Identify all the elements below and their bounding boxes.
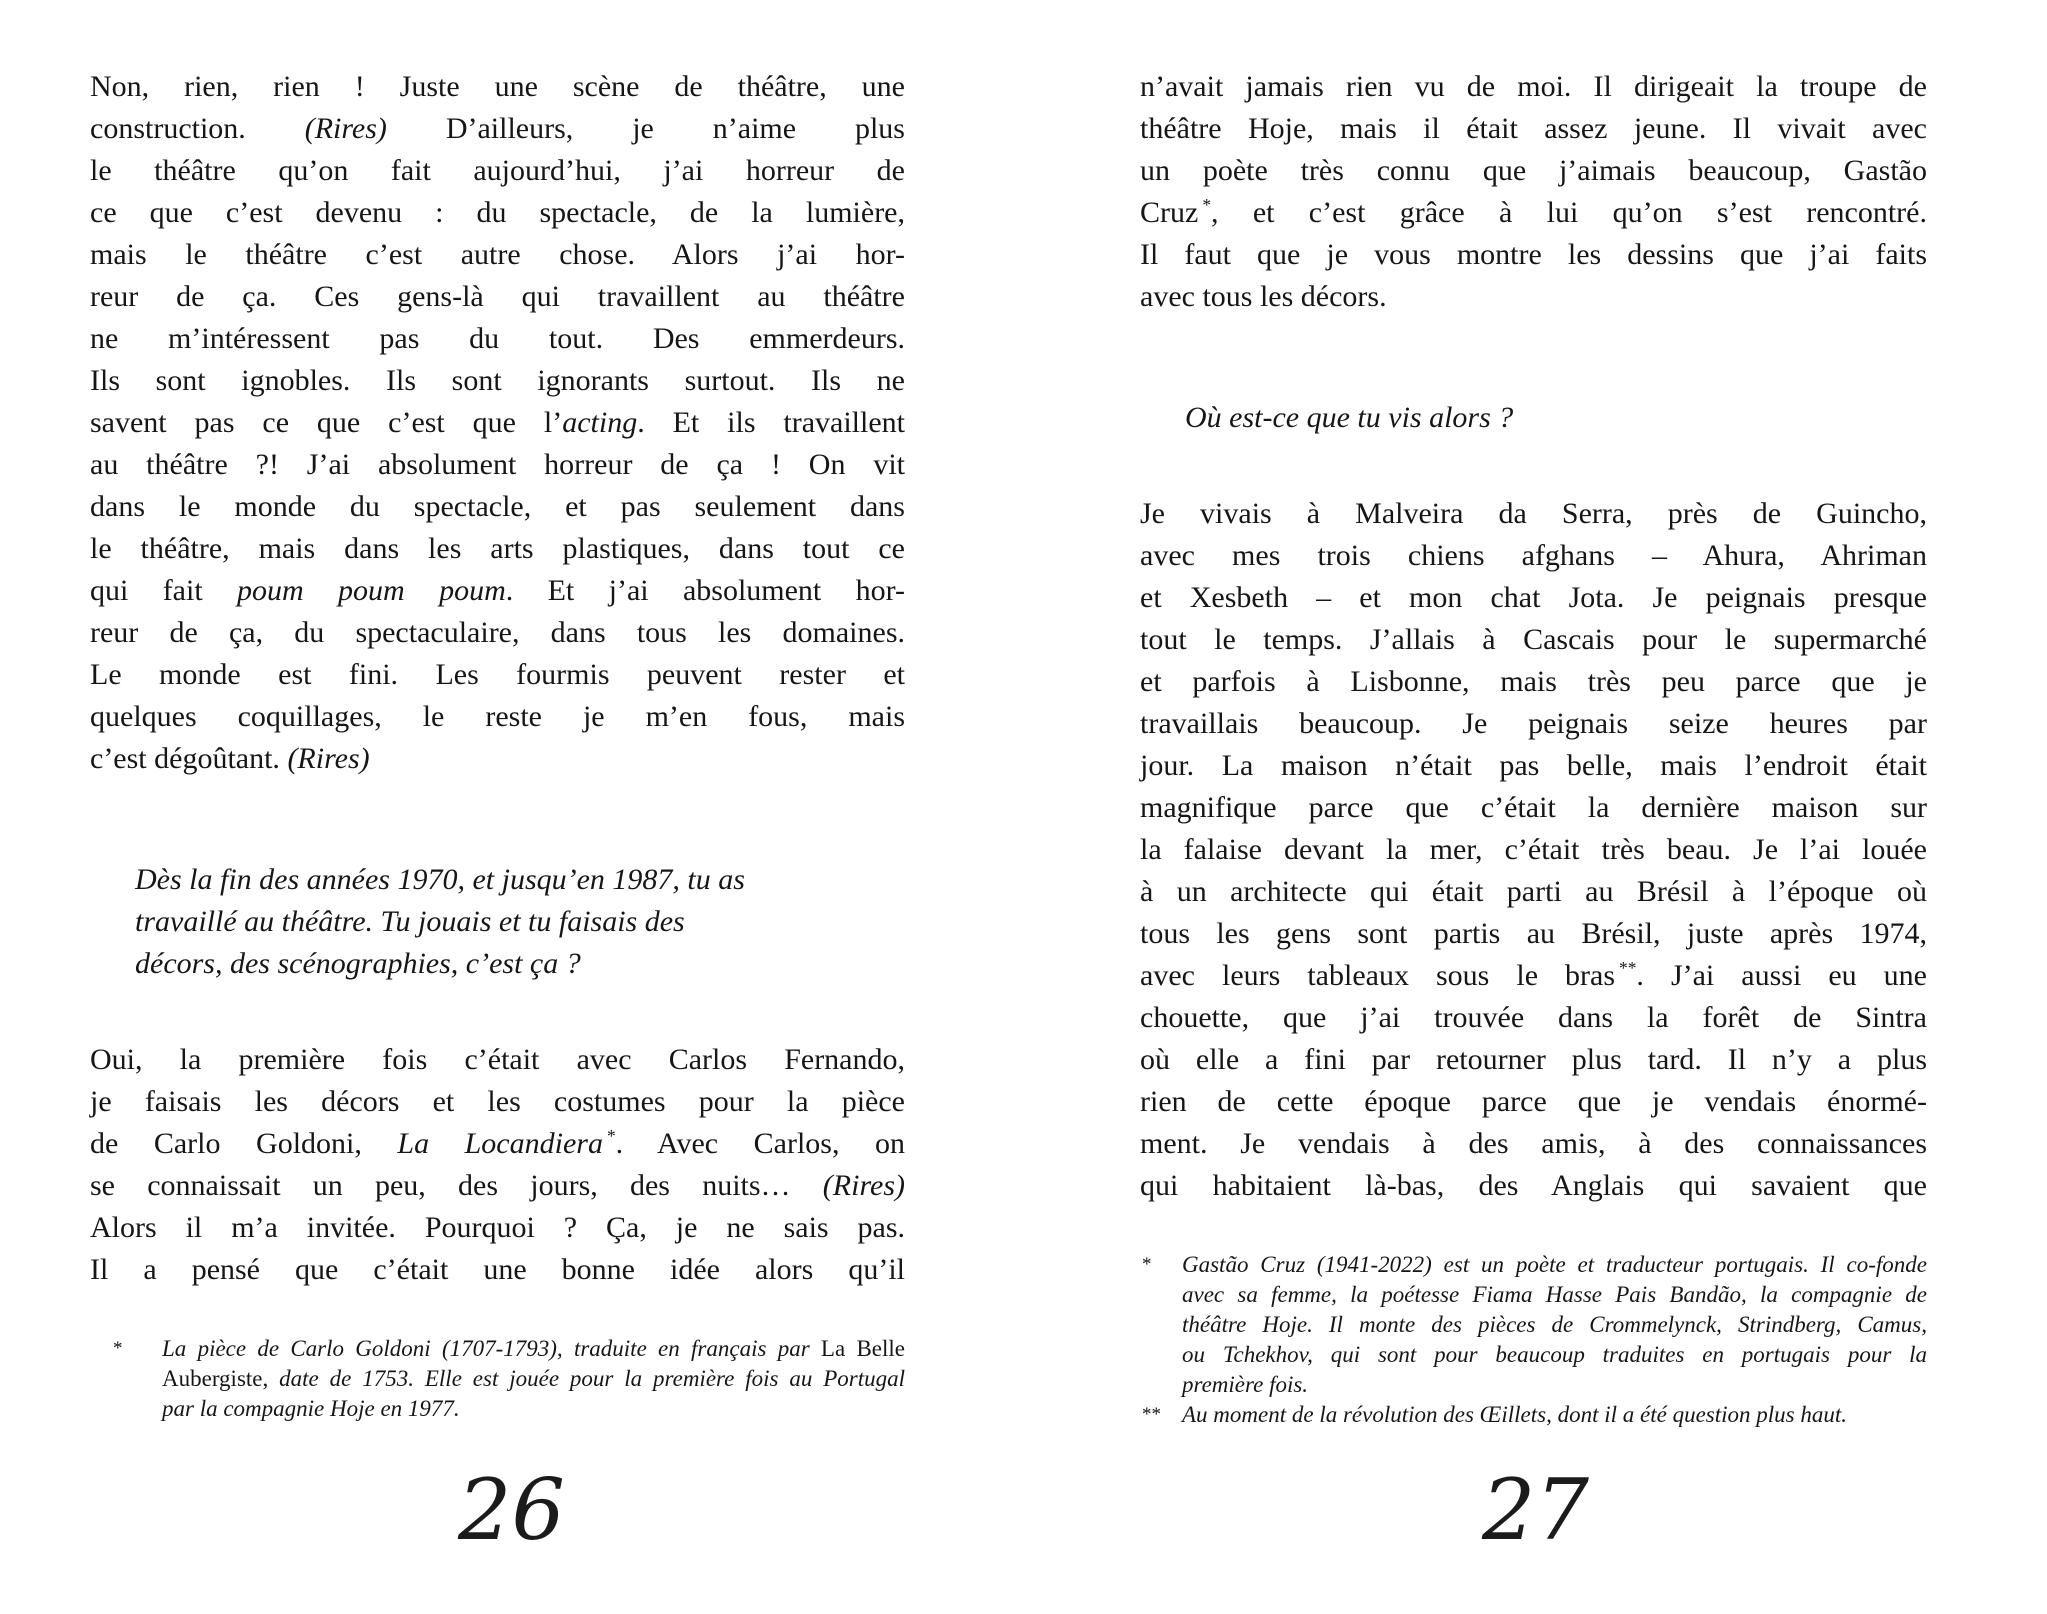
text-line: travaillais beaucoup. Je peignais seize heures par [1140,707,1927,740]
text-line: au théâtre ?! J’ai absolument horreur de ça ! On vit [90,448,905,481]
text-line: ne m’intéressent pas du tout. Des emmerdeurs. [90,322,905,355]
footnote-line: par la compagnie Hoje en 1977. [162,1396,460,1421]
text-line: de Carlo Goldoni, La Locandiera *. Avec Carlos, on [90,1126,905,1160]
text-line: où elle a fini par retourner plus tard. Il n’y a plus [1140,1043,1927,1076]
footnote-text [1182,1400,1927,1430]
text-line: travaillé au théâtre. Tu jouais et tu faisais des [135,905,685,938]
interview-answer [90,1039,905,1291]
text-line: je faisais les décors et les costumes pour la pièce [90,1085,905,1118]
footnote-line: avec sa femme, la poétesse Fiama Hasse Pais Bandão, la compagnie de [1182,1282,1927,1307]
text-line: mais le théâtre c’est autre chose. Alors j’ai hor- [90,238,905,271]
page-right [1024,0,2047,1614]
text-line: avec mes trois chiens afghans – Ahura, Ahriman [1140,539,1927,572]
text-line: reur de ça, du spectaculaire, dans tous les domaines. [90,616,905,649]
text-column [90,66,905,1424]
text-line: dans le monde du spectacle, et pas seulement dans [90,490,905,523]
text-line: qui fait poum poum poum. Et j’ai absolument hor- [90,574,906,607]
footnotes [1140,1250,1927,1430]
text-line: et parfois à Lisbonne, mais très peu parce que je [1140,665,1927,698]
text-line: n’avait jamais rien vu de moi. Il dirigeait la troupe de [1140,70,1927,103]
text-line: décors, des scénographies, c’est ça ? [135,947,581,980]
text-line: Il a pensé que c’était une bonne idée alors qu’il [90,1253,905,1286]
text-line: construction. (Rires) D’ailleurs, je n’aime plus [90,112,905,145]
text-line: quelques coquillages, le reste je m’en fous, mais [90,700,905,733]
interview-question [135,859,905,985]
footnote-reference: * [1202,195,1212,215]
text-line: ce que c’est devenu : du spectacle, de la lumière, [90,196,905,229]
text-line: à un architecte qui était parti au Brésil à l’époque où [1140,875,1927,908]
page-number: 27 [1482,1461,1589,1559]
footnote-marker: * [1142,1254,1152,1275]
footnote-reference: ** [1619,958,1637,978]
text-line: Il faut que je vous montre les dessins que j’ai faits [1140,238,1927,271]
text-line: avec leurs tableaux sous le bras **. J’ai aussi eu une [1140,958,1928,992]
text-line: théâtre Hoje, mais il était assez jeune. Il vivait avec [1140,112,1927,145]
text-line: c’est dégoûtant. (Rires) [90,742,370,775]
footnote [1140,1250,1927,1400]
footnote-marker: * [113,1338,123,1359]
text-line: se connaissait un peu, des jours, des nuits… (Rires) [90,1169,905,1202]
page-left [0,0,1023,1614]
text-line: le théâtre, mais dans les arts plastiques, dans tout ce [90,532,905,565]
text-line: chouette, que j’ai trouvée dans la forêt de Sintra [1140,1001,1927,1034]
footnote-text [1182,1250,1927,1400]
interview-answer [1140,493,1927,1207]
footnote-line: La pièce de Carlo Goldoni (1707-1793), traduite en français par La Belle [162,1336,905,1361]
footnote-line: première fois. [1182,1372,1309,1397]
text-line: la falaise devant la mer, c’était très beau. Je l’ai louée [1140,833,1927,866]
text-line: savent pas ce que c’est que l’acting. Et ils travaillent [90,406,905,439]
text-line: jour. La maison n’était pas belle, mais l’endroit était [1140,749,1927,782]
footnote-reference: * [606,1126,616,1146]
text-line: un poète très connu que j’aimais beaucoup, Gastão [1140,154,1927,187]
text-line: tous les gens sont partis au Brésil, juste après 1974, [1140,917,1927,950]
text-line: reur de ça. Ces gens-là qui travaillent au théâtre [90,280,905,313]
interview-question [1185,397,1927,439]
text-line: Je vivais à Malveira da Serra, près de Guincho, [1140,497,1927,530]
footnote-text [162,1334,905,1424]
text-line: ment. Je vendais à des amis, à des connaissances [1140,1127,1927,1160]
footnote-line: Gastão Cruz (1941-2022) est un poète et traducteur portugais. Il co-fonde [1182,1252,1927,1277]
text-line: Cruz *, et c’est grâce à lui qu’on s’est rencontré. [1140,195,1927,229]
footnote-line: théâtre Hoje. Il monte des pièces de Crommelynck, Strindberg, Camus, [1182,1312,1927,1337]
text-line: Oui, la première fois c’était avec Carlos Fernando, [90,1043,905,1076]
text-line: rien de cette époque parce que je vendais énormé- [1140,1085,1927,1118]
footnote-line: Au moment de la révolution des Œillets, dont il a été question plus haut. [1182,1402,1847,1427]
interview-answer [1140,66,1927,318]
text-line: Non, rien, rien ! Juste une scène de théâtre, une [90,70,905,103]
page-number: 26 [458,1461,565,1559]
text-line: Dès la fin des années 1970, et jusqu’en 1987, tu as [135,863,745,896]
footnote-marker: ** [1142,1404,1161,1425]
text-line: le théâtre qu’on fait aujourd’hui, j’ai horreur de [90,154,905,187]
text-line: avec tous les décors. [1140,280,1387,313]
text-line: qui habitaient là-bas, des Anglais qui savaient que [1140,1169,1927,1202]
text-line: Où est-ce que tu vis alors ? [1185,401,1514,434]
footnote-line: Aubergiste, date de 1753. Elle est jouée pour la première fois au Portugal [162,1366,905,1391]
text-line: Ils sont ignobles. Ils sont ignorants surtout. Ils ne [90,364,905,397]
footnote [1140,1400,1927,1430]
text-column [1140,66,1927,1430]
text-line: tout le temps. J’allais à Cascais pour le supermarché [1140,623,1927,656]
footnote [90,1334,905,1424]
interview-answer [90,66,905,780]
text-line: Le monde est fini. Les fourmis peuvent rester et [90,658,905,691]
footnote-line: ou Tchekhov, qui sont pour beaucoup traduites en portugais pour la [1182,1342,1927,1367]
text-line: Alors il m’a invitée. Pourquoi ? Ça, je ne sais pas. [90,1211,905,1244]
footnotes [90,1334,905,1424]
text-line: magnifique parce que c’était la dernière maison sur [1140,791,1927,824]
text-line: et Xesbeth – et mon chat Jota. Je peignais presque [1140,581,1927,614]
